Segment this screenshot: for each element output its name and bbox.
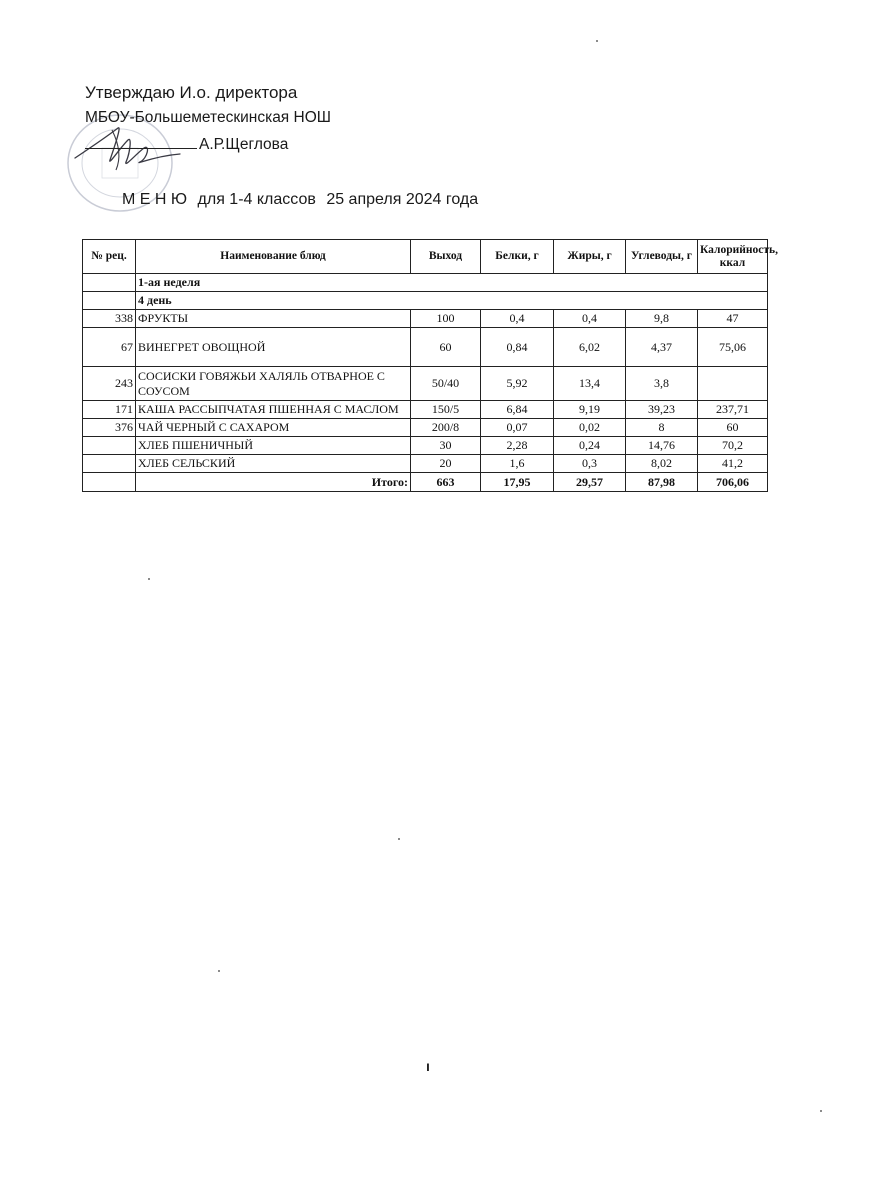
cell-rec xyxy=(83,455,136,473)
cell-carbs: 14,76 xyxy=(626,437,698,455)
cell-name: СОСИСКИ ГОВЯЖЬИ ХАЛЯЛЬ ОТВАРНОЕ С СОУСОМ xyxy=(136,367,411,401)
cell-kcal xyxy=(698,367,768,401)
cell-out: 30 xyxy=(411,437,481,455)
cell-kcal: 47 xyxy=(698,310,768,328)
scan-speck xyxy=(820,1110,822,1112)
header-out: Выход xyxy=(411,240,481,274)
cell-name: ХЛЕБ СЕЛЬСКИЙ xyxy=(136,455,411,473)
table-row xyxy=(83,437,768,455)
scan-speck xyxy=(596,40,598,42)
cell-protein: 0,84 xyxy=(481,328,554,367)
cell-carbs: 4,37 xyxy=(626,328,698,367)
scan-speck xyxy=(218,970,220,972)
cell-protein: 6,84 xyxy=(481,401,554,419)
cell-name: ФРУКТЫ xyxy=(136,310,411,328)
school-name: МБОУ-Большеметескинская НОШ xyxy=(85,109,331,126)
cell-kcal: 60 xyxy=(698,419,768,437)
total-carbs: 87,98 xyxy=(626,473,698,492)
header-name: Наименование блюд xyxy=(136,240,411,274)
cell-carbs: 3,8 xyxy=(626,367,698,401)
cell-rec: 171 xyxy=(83,401,136,419)
week-label: 1-ая неделя xyxy=(136,274,768,292)
day-row xyxy=(83,292,768,310)
cell-carbs: 8 xyxy=(626,419,698,437)
table-row xyxy=(83,455,768,473)
cell-name: ЧАЙ ЧЕРНЫЙ С САХАРОМ xyxy=(136,419,411,437)
cell-rec: 376 xyxy=(83,419,136,437)
cell-kcal: 41,2 xyxy=(698,455,768,473)
cell-protein: 1,6 xyxy=(481,455,554,473)
cell-carbs: 39,23 xyxy=(626,401,698,419)
signature-line xyxy=(85,148,197,149)
scan-speck xyxy=(148,578,150,580)
header-rec: № рец. xyxy=(83,240,136,274)
header-kcal: Калорийность, ккал xyxy=(698,240,768,274)
cell-name: КАША РАССЫПЧАТАЯ ПШЕННАЯ С МАСЛОМ xyxy=(136,401,411,419)
cell-fat: 0,3 xyxy=(554,455,626,473)
day-label: 4 день xyxy=(136,292,768,310)
menu-table xyxy=(82,239,778,492)
title-menu-word: М Е Н Ю xyxy=(122,191,188,208)
cell-protein: 0,07 xyxy=(481,419,554,437)
total-protein: 17,95 xyxy=(481,473,554,492)
cell-fat: 0,24 xyxy=(554,437,626,455)
cell-rec: 338 xyxy=(83,310,136,328)
table-row xyxy=(83,401,768,419)
cell-carbs: 8,02 xyxy=(626,455,698,473)
signer-name: А.Р.Щеглова xyxy=(199,136,289,153)
footer-mark: ı xyxy=(426,1058,430,1074)
cell-name: ХЛЕБ ПШЕНИЧНЫЙ xyxy=(136,437,411,455)
cell-out: 20 xyxy=(411,455,481,473)
approval-line: Утверждаю И.о. директора xyxy=(85,83,298,102)
cell-fat: 13,4 xyxy=(554,367,626,401)
title-date: 25 апреля 2024 года xyxy=(326,191,479,208)
day-empty-cell xyxy=(83,292,136,310)
table-row xyxy=(83,419,768,437)
total-out: 663 xyxy=(411,473,481,492)
cell-kcal: 70,2 xyxy=(698,437,768,455)
header-protein: Белки, г xyxy=(481,240,554,274)
cell-rec xyxy=(83,437,136,455)
week-empty-cell xyxy=(83,274,136,292)
cell-rec: 243 xyxy=(83,367,136,401)
total-empty-cell xyxy=(83,473,136,492)
cell-protein: 5,92 xyxy=(481,367,554,401)
week-row xyxy=(83,274,768,292)
page-title xyxy=(122,191,478,209)
cell-out: 50/40 xyxy=(411,367,481,401)
cell-fat: 0,02 xyxy=(554,419,626,437)
cell-fat: 6,02 xyxy=(554,328,626,367)
cell-protein: 2,28 xyxy=(481,437,554,455)
cell-out: 200/8 xyxy=(411,419,481,437)
cell-name: ВИНЕГРЕТ ОВОЩНОЙ xyxy=(136,328,411,367)
cell-kcal: 75,06 xyxy=(698,328,768,367)
cell-out: 60 xyxy=(411,328,481,367)
table-row xyxy=(83,328,768,367)
cell-rec: 67 xyxy=(83,328,136,367)
header-carbs: Углеводы, г xyxy=(626,240,698,274)
title-classes: для 1-4 классов xyxy=(197,191,316,208)
total-row xyxy=(83,473,768,492)
total-label: Итого: xyxy=(136,473,411,492)
scan-speck xyxy=(398,838,400,840)
cell-out: 150/5 xyxy=(411,401,481,419)
cell-fat: 9,19 xyxy=(554,401,626,419)
header-fat: Жиры, г xyxy=(554,240,626,274)
cell-carbs: 9,8 xyxy=(626,310,698,328)
total-kcal: 706,06 xyxy=(698,473,768,492)
cell-kcal: 237,71 xyxy=(698,401,768,419)
table-row xyxy=(83,310,768,328)
cell-out: 100 xyxy=(411,310,481,328)
table-row xyxy=(83,367,768,401)
total-fat: 29,57 xyxy=(554,473,626,492)
cell-fat: 0,4 xyxy=(554,310,626,328)
signer-line xyxy=(85,136,288,154)
cell-protein: 0,4 xyxy=(481,310,554,328)
table-header-row xyxy=(83,240,768,274)
